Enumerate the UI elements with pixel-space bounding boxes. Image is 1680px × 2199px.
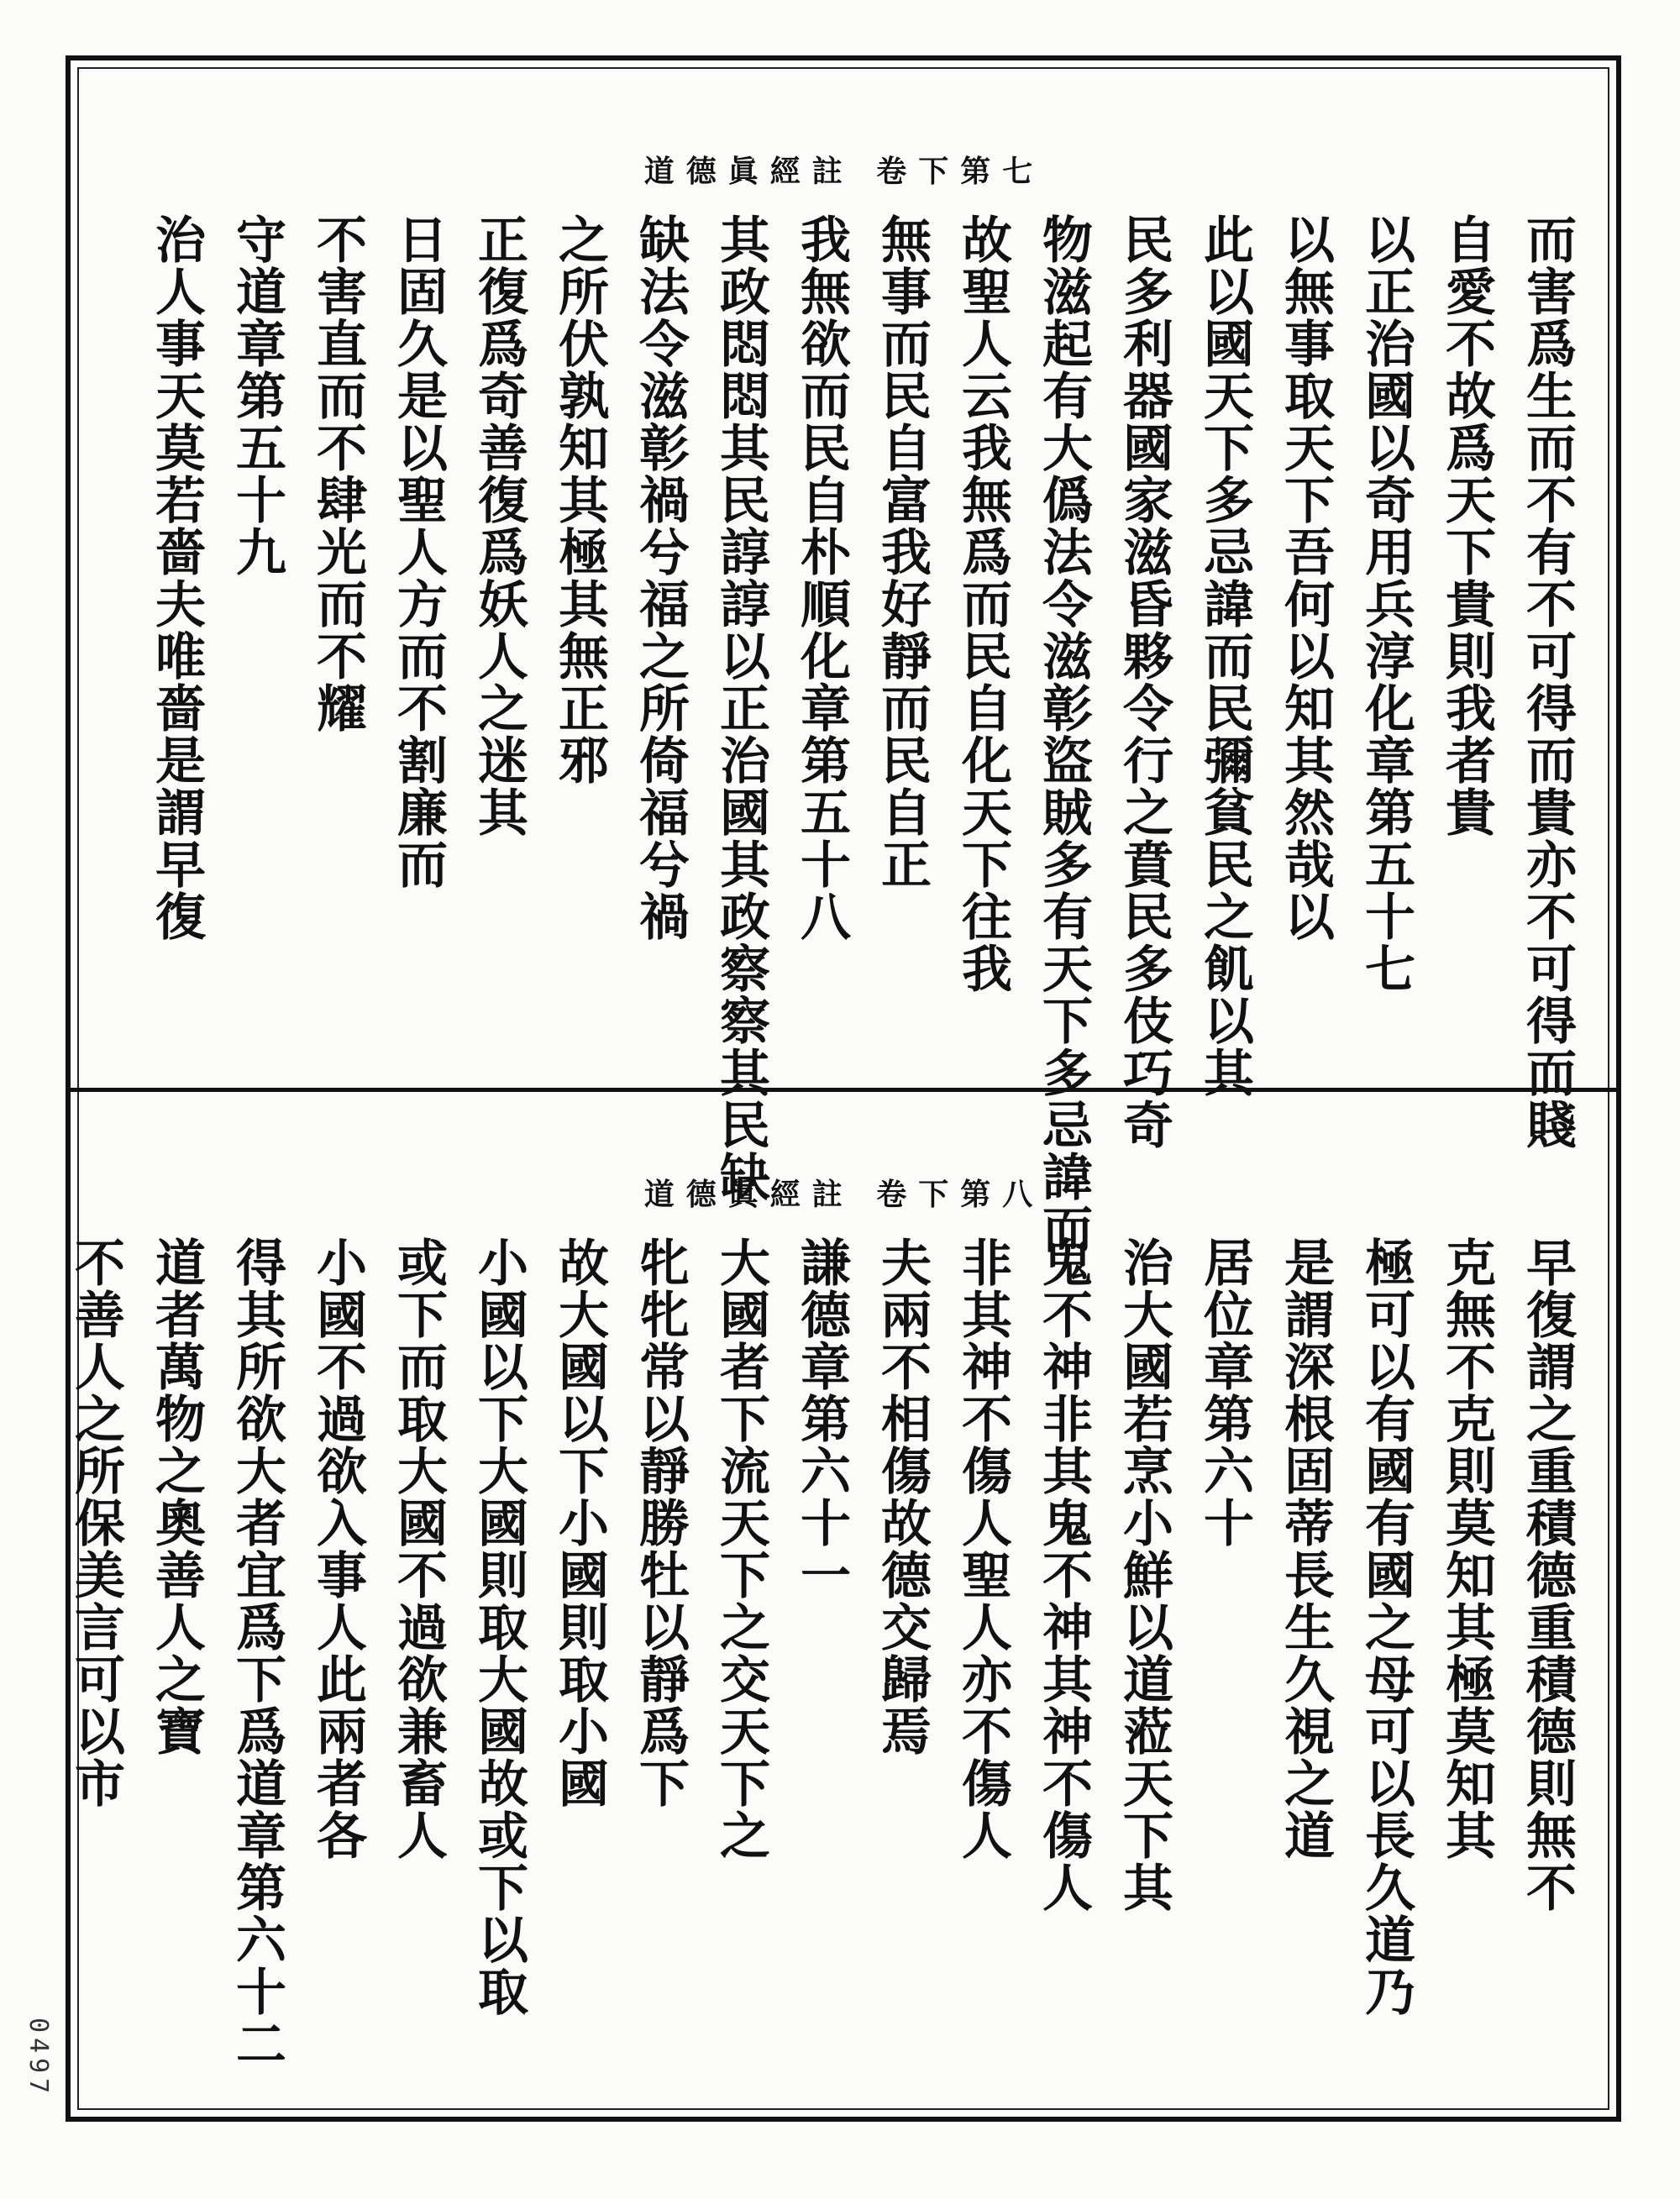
text-column: 治人事天莫若嗇夫唯嗇是謂早復 [147,213,206,942]
text-column: 夫兩不相傷故德交歸焉 [873,1236,932,1757]
running-header: 道德眞經註 卷下第七 [643,154,1045,189]
text-column: 此以國天下多忌諱而民彌貧民之飢以其 [1195,213,1254,1099]
text-column: 日固久是以聖人方而不割廉而 [389,213,448,890]
text-column: 而害爲生而不有不可得而貴亦不可得而賤 [1518,213,1577,1151]
text-columns [55,1236,1588,2110]
text-column: 之所伏孰知其極其無正邪 [550,213,609,786]
text-column: 是謂深根固蒂長生久視之道 [1276,1236,1335,1861]
text-column: 正復爲奇善復爲妖人之迷其 [470,213,528,838]
text-column: 以正治國以奇用兵 [1357,213,1415,630]
text-column: 得其所欲大者宜爲下 [228,1236,286,1705]
text-column: 或下而取大國不過欲兼畜人 [389,1236,448,1861]
page-number: 0497 [24,2017,53,2098]
text-column: 物滋起有大僞法令滋彰盜賊多有天下多忌諱而 [1034,213,1093,1255]
text-column: 道者萬物之奧善人之寶 [147,1236,206,1757]
text-column: 鬼不神非其鬼不神其神不傷人 [1034,1236,1093,1913]
text-column: 爲道章第六十二 [228,1705,286,2070]
text-column: 守道章第五十九 [228,213,286,578]
text-column: 無事而民自富我好靜而民自正 [873,213,932,890]
text-column: 大國者下流天下之交天下之 [711,1236,770,1861]
running-header: 道德眞經註 卷下第八 [643,1177,1045,1212]
text-column: 小國以下大國則取大國故或下以取 [470,1236,528,2018]
lower-page [66,1094,1604,2115]
text-column: 非其神不傷人聖人亦不傷人 [953,1236,1012,1861]
text-column: 居位章第六十 [1195,1236,1254,1549]
text-column: 自愛不故爲天下貴則我者貴 [1437,213,1496,838]
text-column: 其政悶悶其民諄諄以正治國其政察察其民缺 [711,213,770,1203]
page-divider [71,1088,1616,1092]
text-column: 以無事取天下吾何以知其然哉以 [1276,213,1335,942]
text-column: 謙德章第六十一 [792,1236,851,1601]
text-column: 我無欲而民自朴 [792,213,851,578]
text-column: 順化章第五十八 [792,578,851,942]
text-column: 民多利器國家滋昏夥令行之賁民多伎巧奇 [1115,213,1173,1151]
text-column: 缺法令滋彰禍兮福之所倚福兮禍 [631,213,690,942]
text-column: 極可以有國有國之母可以長久道乃 [1357,1236,1415,2018]
text-column: 淳化章第五十七 [1357,630,1415,995]
text-column: 不害直而不肆光而不耀 [308,213,367,734]
text-column: 克無不克則莫知其極莫知其 [1437,1236,1496,1861]
text-column: 治大國若烹小鮮以道蒞天下其 [1115,1236,1173,1913]
text-column: 早復謂之重積德重積德則無不 [1518,1236,1577,1913]
text-column: 牝牝常以靜勝牡以靜爲下 [631,1236,690,1809]
text-column: 故大國以下小國則取小國 [550,1236,609,1809]
text-column: 故聖人云我無爲而民自化天下往我 [953,213,1012,995]
text-column: 不善人之所保美言可以市 [66,1236,125,1809]
text-column: 小國不過欲入事人此兩者各 [308,1236,367,1861]
